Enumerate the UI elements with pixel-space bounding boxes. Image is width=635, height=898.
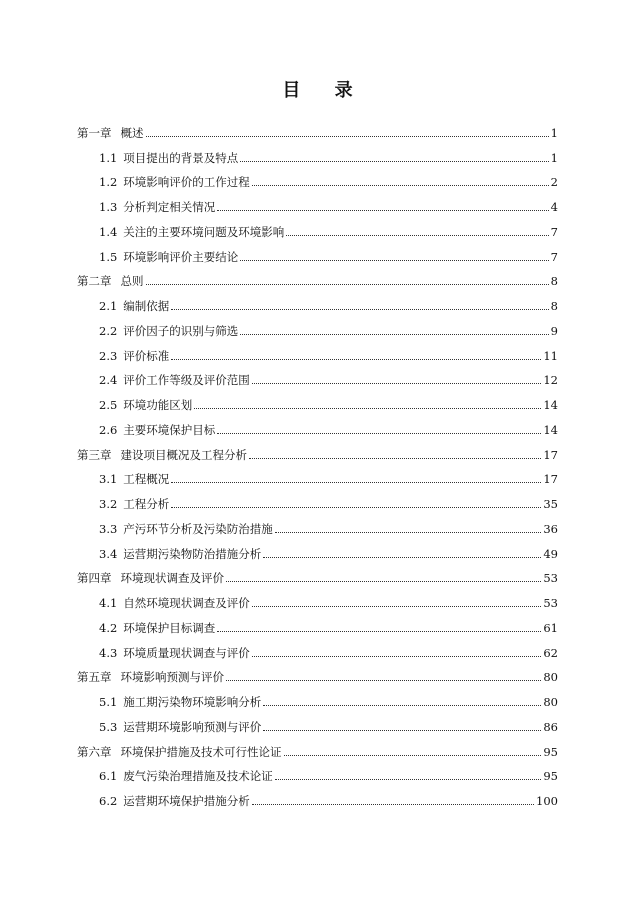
toc-section-entry[interactable] <box>77 684 558 709</box>
toc-section-entry[interactable] <box>77 313 558 338</box>
toc-entry-title: 评价因子的识别与筛选 <box>123 323 239 338</box>
toc-entry-number: 5.3 <box>99 719 118 734</box>
toc-dot-leader <box>171 506 541 508</box>
toc-section-entry[interactable] <box>77 338 558 363</box>
toc-entry-number: 6.2 <box>99 794 118 808</box>
toc-entry-title: 自然环境现状调查及评价 <box>123 596 250 610</box>
toc-entry-page-number: 100 <box>536 794 558 808</box>
toc-entry-title: 评价标准 <box>123 348 170 363</box>
toc-entry-number: 6.1 <box>99 769 118 784</box>
toc-entry-page-number: 17 <box>543 472 558 487</box>
toc-entry-page-number: 36 <box>543 521 558 536</box>
toc-section-entry[interactable] <box>77 511 558 536</box>
toc-chapter-entry[interactable] <box>77 437 558 462</box>
toc-entry-number: 3.4 <box>99 546 118 561</box>
toc-entry-number: 3.1 <box>99 472 118 487</box>
toc-dot-leader <box>275 778 542 780</box>
toc-title: 目 录 <box>282 80 367 101</box>
toc-entry-number: 2.4 <box>99 373 118 388</box>
toc-entry-number: 1.4 <box>99 224 118 239</box>
toc-section-entry[interactable] <box>77 165 558 190</box>
toc-entry-title: 项目提出的背景及特点 <box>123 150 239 165</box>
toc-entry-title: 环境影响评价主要结论 <box>123 249 239 264</box>
toc-dot-leader <box>252 184 549 186</box>
toc-entry-page-number: 7 <box>550 249 558 264</box>
toc-chapter-entry[interactable] <box>77 660 558 685</box>
toc-section-entry[interactable] <box>77 783 558 808</box>
toc-entry-title: 环境影响预测与评价 <box>120 670 224 685</box>
toc-dot-leader <box>146 283 549 285</box>
toc-entry-number: 5.1 <box>99 695 118 709</box>
toc-entry-page-number: 14 <box>543 398 558 412</box>
toc-dot-leader <box>171 481 541 483</box>
toc-entry-title: 运营期环境保护措施分析 <box>123 794 250 808</box>
toc-dot-leader <box>226 580 541 582</box>
toc-entry-number: 第一章 <box>77 125 112 140</box>
toc-section-entry[interactable] <box>77 759 558 784</box>
toc-dot-leader <box>217 209 548 211</box>
toc-entry-number: 第六章 <box>77 744 112 759</box>
toc-section-entry[interactable] <box>77 635 558 660</box>
toc-entry-number: 第三章 <box>77 447 112 462</box>
toc-entry-title: 概述 <box>120 125 144 140</box>
toc-section-entry[interactable] <box>77 462 558 487</box>
toc-dot-leader <box>217 630 541 632</box>
toc-entry-page-number: 8 <box>550 299 558 313</box>
toc-entry-number: 2.3 <box>99 348 118 363</box>
toc-entry-page-number: 95 <box>543 744 558 759</box>
toc-section-entry[interactable] <box>77 387 558 412</box>
toc-dot-leader <box>240 160 548 162</box>
toc-entry-title: 环境现状调查及评价 <box>120 571 224 586</box>
toc-dot-leader <box>226 679 541 681</box>
toc-entry-page-number: 8 <box>550 274 558 289</box>
toc-entry-title: 运营期污染物防治措施分析 <box>123 546 262 561</box>
toc-entry-title: 建设项目概况及工程分析 <box>120 447 247 462</box>
toc-entry-title: 环境保护措施及技术可行性论证 <box>120 744 282 759</box>
toc-entry-page-number: 61 <box>543 620 558 635</box>
toc-entry-number: 4.2 <box>99 620 118 635</box>
toc-dot-leader <box>252 655 542 657</box>
toc-entry-page-number: 14 <box>543 422 558 437</box>
toc-section-entry[interactable] <box>77 140 558 165</box>
toc-entry-title: 施工期污染物环境影响分析 <box>123 695 262 709</box>
toc-section-entry[interactable] <box>77 189 558 214</box>
toc-entry-number: 2.2 <box>99 323 118 338</box>
toc-entry-page-number: 80 <box>543 670 558 685</box>
toc-dot-leader <box>171 358 541 360</box>
toc-entry-number: 第四章 <box>77 571 112 586</box>
toc-dot-leader <box>146 135 549 137</box>
toc-entry-number: 3.3 <box>99 521 118 536</box>
toc-entry-title: 总则 <box>120 274 144 289</box>
toc-entry-page-number: 17 <box>543 447 558 462</box>
toc-section-entry[interactable] <box>77 610 558 635</box>
toc-entry-page-number: 95 <box>543 769 558 784</box>
toc-entry-number: 1.2 <box>99 175 118 190</box>
toc-section-entry[interactable] <box>77 536 558 561</box>
toc-entry-title: 产污环节分析及污染防治措施 <box>123 521 273 536</box>
toc-entry-number: 1.5 <box>99 249 118 264</box>
toc-entry-page-number: 62 <box>543 645 558 660</box>
toc-entry-title: 环境影响评价的工作过程 <box>123 175 250 190</box>
toc-dot-leader <box>252 803 534 805</box>
toc-dot-leader <box>286 234 548 236</box>
toc-entry-page-number: 80 <box>543 695 558 709</box>
toc-entry-page-number: 11 <box>543 348 558 363</box>
toc-entry-number: 2.1 <box>99 299 118 313</box>
toc-entry-number: 4.1 <box>99 596 118 610</box>
toc-dot-leader <box>217 432 541 434</box>
toc-entry-number: 2.5 <box>99 398 118 412</box>
toc-section-entry[interactable] <box>77 486 558 511</box>
toc-section-entry[interactable] <box>77 363 558 388</box>
toc-entry-page-number: 53 <box>543 596 558 610</box>
toc-entry-title: 废气污染治理措施及技术论证 <box>123 769 273 784</box>
toc-section-entry[interactable] <box>77 239 558 264</box>
toc-dot-leader <box>284 754 542 756</box>
toc-entry-page-number: 7 <box>550 224 558 239</box>
toc-entry-number: 第五章 <box>77 670 112 685</box>
toc-entry-title: 环境质量现状调查与评价 <box>123 645 250 660</box>
toc-section-entry[interactable] <box>77 214 558 239</box>
toc-dot-leader <box>240 333 548 335</box>
toc-entry-page-number: 1 <box>550 150 558 165</box>
toc-dot-leader <box>252 382 542 384</box>
toc-dot-leader <box>263 729 541 731</box>
toc-entry-page-number: 49 <box>543 546 558 561</box>
toc-entry-page-number: 9 <box>550 323 558 338</box>
toc-entry-title: 工程分析 <box>123 497 170 511</box>
table-of-contents <box>77 115 558 808</box>
toc-entry-page-number: 4 <box>550 200 558 214</box>
toc-entry-title: 编制依据 <box>123 299 170 313</box>
toc-entry-title: 分析判定相关情况 <box>123 200 216 214</box>
toc-entry-page-number: 1 <box>550 125 558 140</box>
toc-entry-number: 1.1 <box>99 150 118 165</box>
toc-section-entry[interactable] <box>77 709 558 734</box>
toc-dot-leader <box>240 259 548 261</box>
toc-chapter-entry[interactable] <box>77 734 558 759</box>
toc-section-entry[interactable] <box>77 585 558 610</box>
toc-dot-leader <box>252 605 542 607</box>
toc-entry-title: 关注的主要环境问题及环境影响 <box>123 224 285 239</box>
toc-entry-title: 主要环境保护目标 <box>123 422 216 437</box>
toc-section-entry[interactable] <box>77 412 558 437</box>
toc-entry-number: 2.6 <box>99 422 118 437</box>
toc-entry-page-number: 35 <box>543 497 558 511</box>
toc-entry-number: 第二章 <box>77 274 112 289</box>
toc-section-entry[interactable] <box>77 288 558 313</box>
toc-entry-title: 环境功能区划 <box>123 398 193 412</box>
toc-entry-number: 3.2 <box>99 497 118 511</box>
toc-dot-leader <box>171 308 548 310</box>
toc-entry-page-number: 86 <box>543 719 558 734</box>
toc-entry-title: 运营期环境影响预测与评价 <box>123 719 262 734</box>
toc-entry-page-number: 12 <box>543 373 558 388</box>
toc-dot-leader <box>249 457 541 459</box>
toc-chapter-entry[interactable] <box>77 264 558 289</box>
toc-dot-leader <box>194 407 541 409</box>
toc-chapter-entry[interactable] <box>77 115 558 140</box>
toc-dot-leader <box>263 556 541 558</box>
toc-chapter-entry[interactable] <box>77 561 558 586</box>
toc-dot-leader <box>263 704 541 706</box>
toc-dot-leader <box>275 531 542 533</box>
toc-entry-page-number: 53 <box>543 571 558 586</box>
toc-entry-number: 4.3 <box>99 645 118 660</box>
toc-entry-title: 工程概况 <box>123 472 170 487</box>
toc-entry-title: 环境保护目标调查 <box>123 620 216 635</box>
toc-entry-page-number: 2 <box>550 175 558 190</box>
toc-entry-number: 1.3 <box>99 200 118 214</box>
toc-entry-title: 评价工作等级及评价范围 <box>123 373 250 388</box>
